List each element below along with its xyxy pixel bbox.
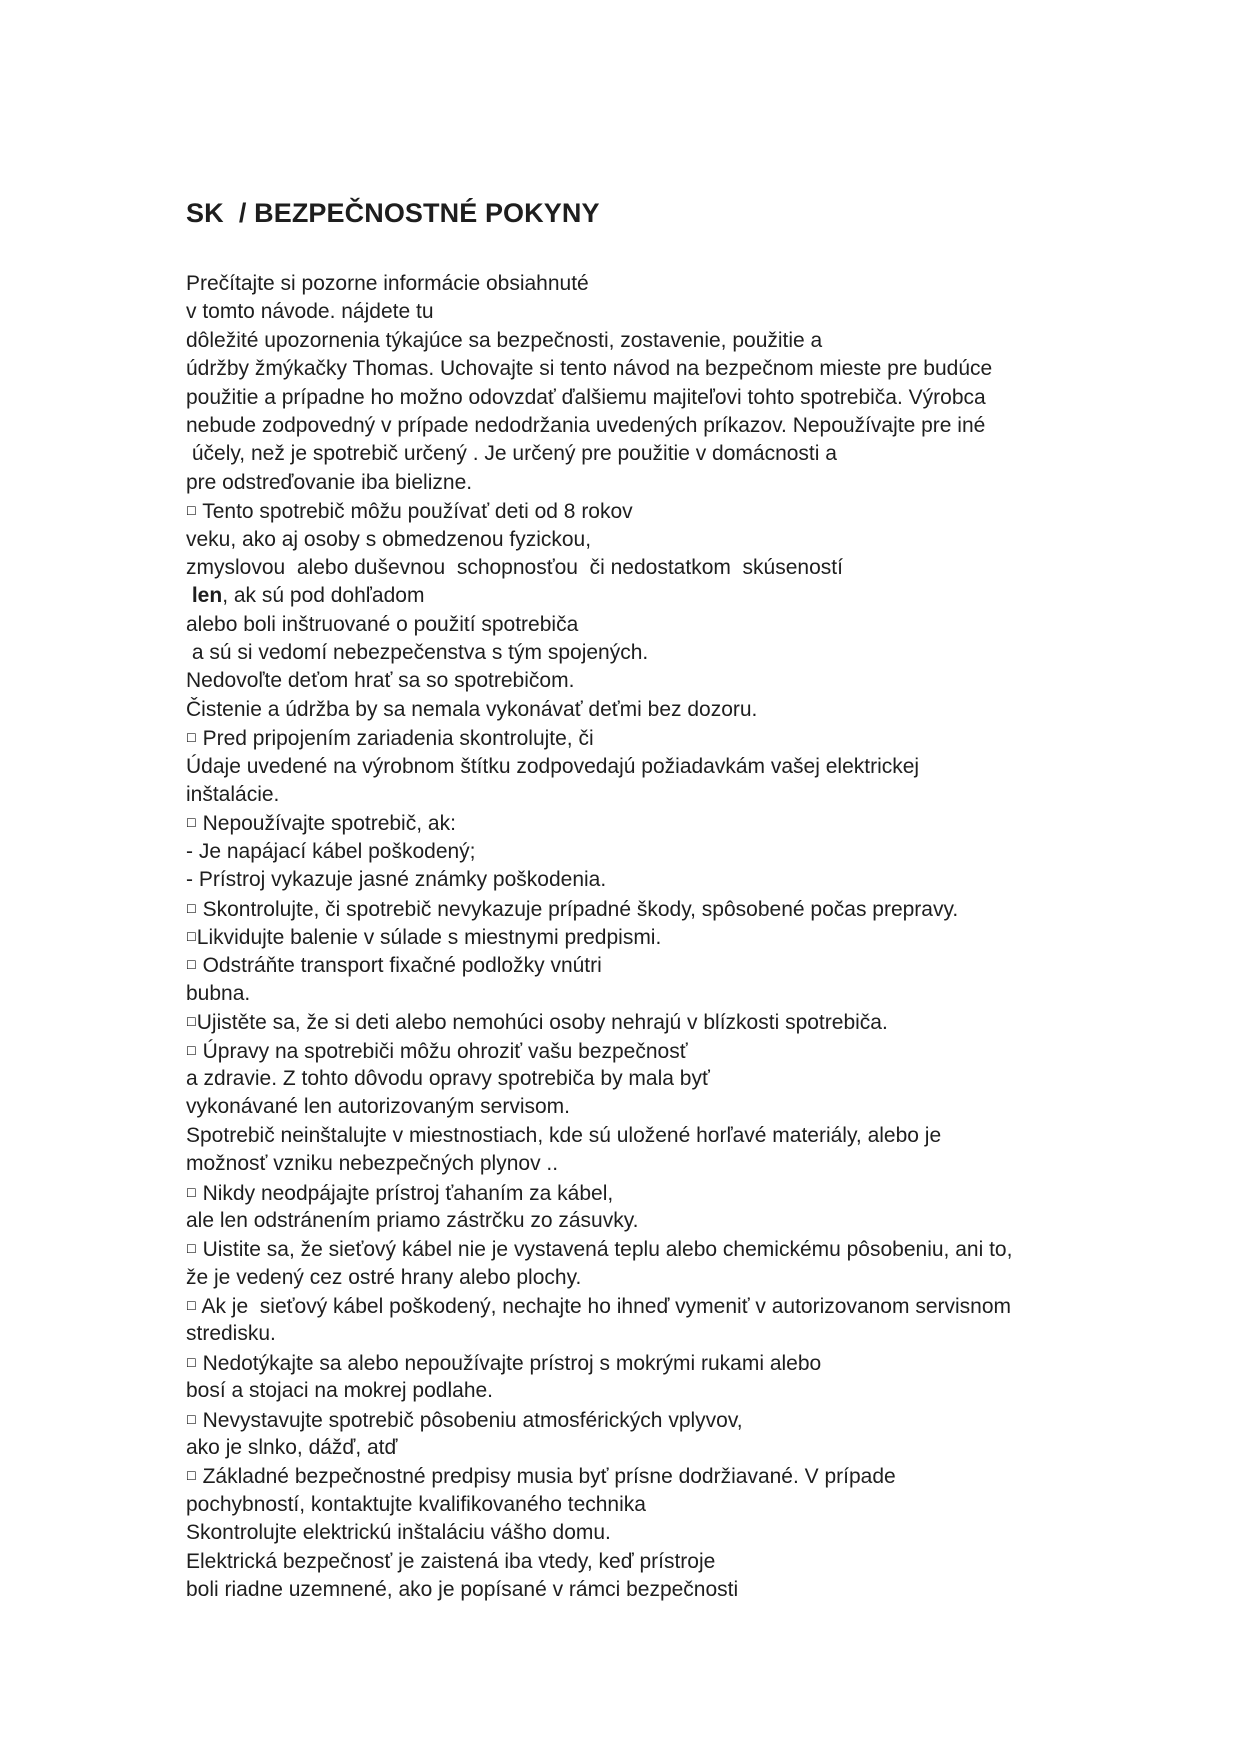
line-text-continued: , ak sú pod dohľadom [222,584,425,608]
bullet-line [186,497,1226,525]
text-line [186,838,1226,866]
text-line [186,1434,1226,1462]
bullet-line [186,1008,1226,1036]
text-line [186,866,1226,894]
line-text: Základné bezpečnostné predpisy musia byť prísne dodržiavané. V prípade [196,1465,896,1489]
line-text: Údaje uvedené na výrobnom štítku zodpovedajú požiadavkám vašej elektrickej [186,754,920,778]
line-text: Nedotýkajte sa alebo nepoužívajte prístroj s mokrými rukami alebo [196,1351,822,1375]
bullet-line [186,1406,1226,1434]
line-text: a sú si vedomí nebezpečenstva s tým spojených. [186,641,649,665]
bullet-line [186,1235,1226,1263]
line-text: Odstráňte transport fixačné podložky vnútri [196,954,602,978]
line-text: Spotrebič neinštalujte v miestnostiach, kde sú uložené horľavé materiály, alebo je [186,1123,942,1147]
checkbox-bullet-icon: ☐ [186,901,197,916]
line-text: Nepoužívajte spotrebič, ak: [196,812,456,836]
bullet-line [186,1179,1226,1207]
line-text: Čistenie a údržba by sa nemala vykonávať deťmi bez dozoru. [186,697,758,721]
line-text: v tomto návode. nájdete tu [186,300,434,324]
text-line [186,980,1226,1008]
text-line [186,270,1226,298]
bullet-line [186,809,1226,837]
text-line [186,611,1226,639]
text-line [186,1207,1226,1235]
bullet-line [186,724,1226,752]
checkbox-bullet-icon: ☐ [186,1015,197,1030]
checkbox-bullet-icon: ☐ [186,958,197,973]
checkbox-bullet-icon: ☐ [186,816,197,831]
text-line [186,1093,1226,1121]
text-line [186,327,1226,355]
line-text: Prečítajte si pozorne informácie obsiahnuté [186,272,589,295]
checkbox-bullet-icon: ☐ [186,929,197,944]
text-line [186,298,1226,326]
text-line [186,639,1226,667]
text-line [186,1320,1226,1348]
line-text: Ujistěte sa, že si deti alebo nemohúci osoby nehrajú v blízkosti spotrebiča. [196,1011,888,1035]
text-line [186,355,1226,383]
line-text: pochybností, kontaktujte kvalifikovaného technika [186,1492,646,1516]
line-text: a zdravie. Z tohto dôvodu opravy spotrebiča by mala byť [186,1066,710,1090]
checkbox-bullet-icon: ☐ [186,1242,197,1257]
checkbox-bullet-icon: ☐ [186,1043,197,1058]
text-line [186,582,1226,610]
line-text: účely, než je spotrebič určený . Je určený pre použitie v domácnosti a [186,442,837,466]
checkbox-bullet-icon: ☐ [186,504,197,519]
text-line [186,384,1226,412]
line-text: Ak je sieťový kábel poškodený, nechajte ho ihneď vymeniť v autorizovanom servisnom [196,1295,1012,1319]
text-line [186,1548,1226,1576]
line-text: dôležité upozornenia týkajúce sa bezpečnosti, zostavenie, použitie a [186,328,823,352]
page-title: SK / BEZPEČNOSTNÉ POKYNY [186,198,600,228]
checkbox-bullet-icon: ☐ [186,1355,197,1370]
checkbox-bullet-icon: ☐ [186,731,197,746]
line-text: bubna. [186,981,251,1005]
line-text: vykonávané len autorizovaným servisom. [186,1095,571,1119]
emphasis-text: len [191,584,223,608]
checkbox-bullet-icon: ☐ [186,1185,197,1200]
checkbox-bullet-icon: ☐ [186,1299,197,1314]
line-text: Uistite sa, že sieťový kábel nie je vystavená teplu alebo chemickému pôsobeniu, ani to, [196,1238,1013,1262]
line-text: Elektrická bezpečnosť je zaistená iba vtedy, keď prístroje [186,1549,716,1573]
line-text: ale len odstránením priamo zástrčku zo zásuvky. [186,1208,639,1232]
line-text: bosí a stojaci na mokrej podlahe. [186,1379,494,1403]
text-line [186,1491,1226,1519]
line-text: alebo boli inštruované o použití spotrebiča [186,612,579,636]
text-line [186,1122,1226,1150]
line-text: Likvidujte balenie v súlade s miestnymi predpismi. [196,925,662,949]
bullet-line [186,923,1226,951]
text-line [186,526,1226,554]
line-text: stredisku. [186,1322,276,1346]
line-text: Pred pripojením zariadenia skontrolujte, či [196,727,594,751]
text-line [186,440,1226,468]
line-text: Tento spotrebič môžu používať deti od 8 rokov [196,500,633,524]
text-line [186,1519,1226,1547]
text-line [186,1377,1226,1405]
text-line [186,1065,1226,1093]
line-text: údržby žmýkačky Thomas. Uchovajte si tento návod na bezpečnom mieste pre budúce [186,357,993,381]
bullet-line [186,1349,1226,1377]
line-text: Nikdy neodpájajte prístroj ťahaním za kábel, [196,1181,614,1205]
checkbox-bullet-icon: ☐ [186,1469,197,1484]
line-text: Úpravy na spotrebiči môžu ohroziť vašu bezpečnosť [196,1039,688,1063]
line-text: pre odstreďovanie iba bielizne. [186,470,473,494]
line-text: Skontrolujte elektrickú inštaláciu vášho domu. [186,1521,611,1545]
line-text: Nedovoľte deťom hrať sa so spotrebičom. [186,669,575,693]
line-text: nebude zodpovedný v prípade nedodržania uvedených príkazov. Nepoužívajte pre iné [186,413,986,437]
text-line [186,469,1226,497]
text-line [186,1150,1226,1178]
line-text: - Je napájací kábel poškodený; [186,839,476,863]
bullet-line [186,951,1226,979]
line-text: použitie a prípadne ho možno odovzdať ďalšiemu majiteľovi tohto spotrebiča. Výrobca [186,385,986,409]
text-line [186,667,1226,695]
line-text: Nevystavujte spotrebič pôsobeniu atmosférických vplyvov, [196,1408,743,1432]
bullet-line [186,1037,1226,1065]
line-text: že je vedený cez ostré hrany alebo plochy. [186,1265,582,1289]
line-text: - Prístroj vykazuje jasné známky poškodenia. [186,868,607,892]
text-line [186,753,1226,781]
bullet-line [186,895,1226,923]
text-line [186,1576,1226,1604]
bullet-line [186,1462,1226,1490]
text-line [186,554,1226,582]
text-line [186,696,1226,724]
text-line [186,781,1226,809]
line-text: boli riadne uzemnené, ako je popísané v rámci bezpečnosti [186,1577,739,1601]
text-line [186,1264,1226,1292]
checkbox-bullet-icon: ☐ [186,1412,197,1427]
line-text: ako je slnko, dážď, atď [186,1436,398,1460]
line-text: možnosť vzniku nebezpečných plynov .. [186,1152,559,1176]
line-text: veku, ako aj osoby s obmedzenou fyzickou, [186,527,592,551]
text-line [186,412,1226,440]
bullet-line [186,1292,1226,1320]
line-text: Skontrolujte, či spotrebič nevykazuje prípadné škody, spôsobené počas prepravy. [196,897,959,921]
line-text: zmyslovou alebo duševnou schopnosťou či nedostatkom skúseností [186,555,843,579]
line-text: inštalácie. [186,783,280,807]
safety-instructions-text [186,270,1226,1604]
